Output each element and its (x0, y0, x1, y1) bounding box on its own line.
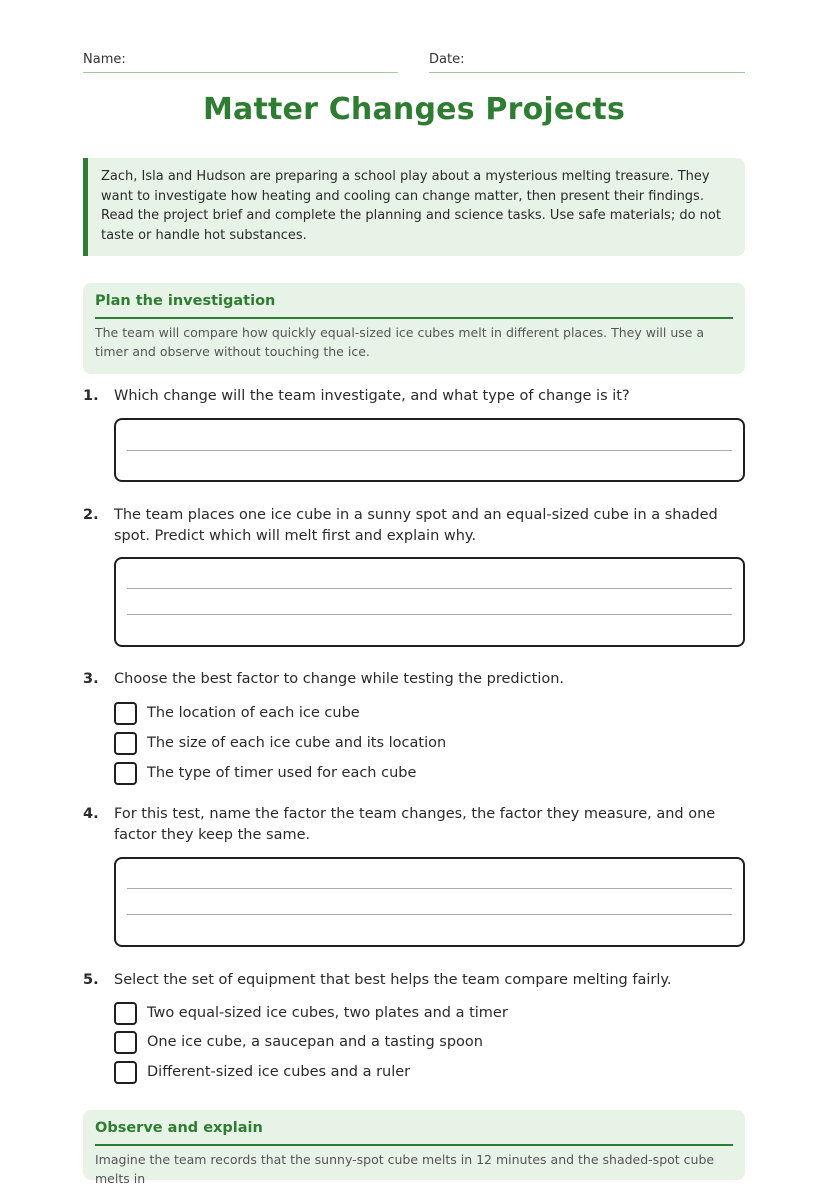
section-description: Imagine the team records that the sunny-spot cube melts in 12 minutes and the shaded-spot cube melts in (95, 1152, 715, 1186)
answer-line (127, 450, 732, 451)
option-label: The size of each ice cube and its location (147, 735, 447, 751)
answer-box-4[interactable] (114, 857, 745, 947)
answer-line (127, 914, 732, 915)
name-label: Name: (83, 52, 126, 67)
answer-box-1[interactable] (114, 418, 745, 482)
question-number: 3. (83, 671, 99, 687)
name-field[interactable] (83, 52, 398, 73)
question-number: 5. (83, 972, 99, 988)
question-number: 2. (83, 507, 99, 523)
checkbox[interactable] (114, 1061, 137, 1084)
date-field[interactable] (429, 52, 745, 73)
checkbox[interactable] (114, 1031, 137, 1054)
question-number: 1. (83, 388, 99, 404)
option-label: One ice cube, a saucepan and a tasting spoon (147, 1034, 483, 1050)
name-date-row (83, 52, 745, 74)
question-text: Choose the best factor to change while testing the prediction. (114, 671, 565, 687)
question-text: For this test, name the factor the team changes, the factor they measure, and one factor they keep the same. (114, 806, 716, 843)
section-description: The team will compare how quickly equal-sized ice cubes melt in different places. They will use a timer and observe without touching the ice. (95, 325, 705, 359)
date-label: Date: (429, 52, 465, 67)
section-title: Observe and explain (95, 1120, 733, 1146)
checkbox[interactable] (114, 702, 137, 725)
section-observe-explain (83, 1110, 745, 1186)
checkbox[interactable] (114, 762, 137, 785)
option-label: Different-sized ice cubes and a ruler (147, 1064, 411, 1080)
answer-line (127, 614, 732, 615)
question-text: Which change will the team investigate, and what type of change is it? (114, 388, 630, 404)
checkbox[interactable] (114, 1002, 137, 1025)
section-title: Plan the investigation (95, 293, 733, 319)
answer-line (127, 888, 732, 889)
question-text: Select the set of equipment that best helps the team compare melting fairly. (114, 972, 672, 988)
answer-box-2[interactable] (114, 557, 745, 647)
section-plan-investigation (83, 283, 745, 374)
checkbox[interactable] (114, 732, 137, 755)
answer-line (127, 588, 732, 589)
question-text: The team places one ice cube in a sunny spot and an equal-sized cube in a shaded spot. Predict which will melt first and explain why. (114, 507, 718, 544)
option-label: Two equal-sized ice cubes, two plates and a timer (147, 1005, 508, 1021)
question-number: 4. (83, 806, 99, 822)
page-title: Matter Changes Projects (202, 92, 626, 127)
option-label: The location of each ice cube (147, 705, 360, 721)
intro-callout: Zach, Isla and Hudson are preparing a school play about a mysterious melting treasure. They want to investigate how heating and cooling can change matter, then present their findings. Read the project brief and complete the planning and science tasks. Use safe materials; do not taste or handle hot substances. (83, 158, 745, 256)
option-label: The type of timer used for each cube (147, 765, 417, 781)
